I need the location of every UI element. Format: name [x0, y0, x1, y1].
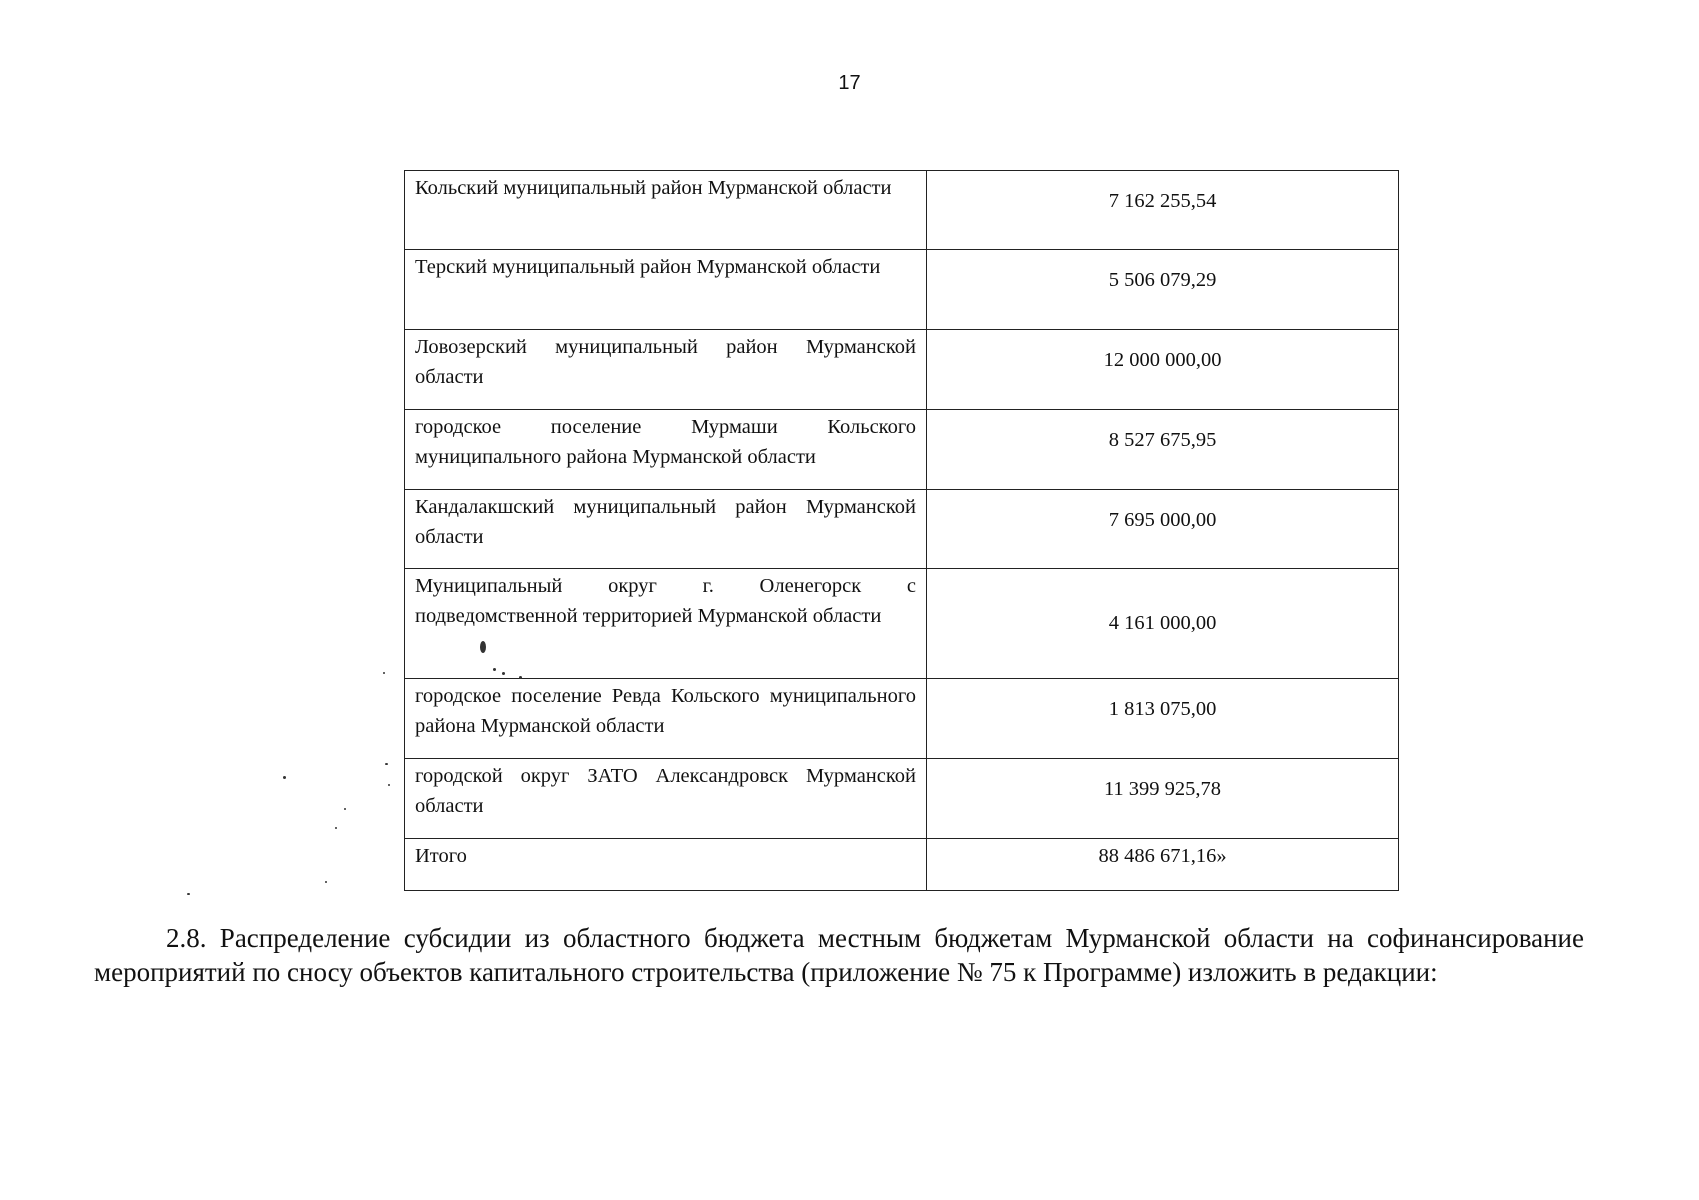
- scan-speck: [335, 827, 337, 829]
- scan-speck: [383, 672, 385, 674]
- table-row: [405, 569, 1399, 679]
- municipality-name: городское поселение Мурмаши Кольского муниципального района Мурманской области: [405, 410, 927, 490]
- scan-speck: [493, 668, 496, 671]
- paragraph-2-8: 2.8. Распределение субсидии из областного бюджета местным бюджетам Мурманской области на софинансирование мероприятий по сносу объектов капитального строительства (приложение № 75 к Программе) изложить в редакции:: [94, 923, 1584, 987]
- municipality-name: Ловозерский муниципальный район Мурманской области: [405, 330, 927, 410]
- table-row: [405, 679, 1399, 759]
- table-total-row: [405, 839, 1399, 891]
- scan-speck: [502, 672, 505, 675]
- municipality-name: Кандалакшский муниципальный район Мурманской области: [405, 490, 927, 569]
- scan-speck: [480, 641, 486, 653]
- scan-speck: [325, 881, 327, 883]
- subsidy-amount: 1 813 075,00: [927, 679, 1399, 759]
- subsidy-amount: 5 506 079,29: [927, 250, 1399, 330]
- scan-speck: [388, 784, 390, 786]
- table-row: [405, 490, 1399, 569]
- municipality-name: Терский муниципальный район Мурманской области: [405, 250, 927, 330]
- scan-speck: [187, 893, 190, 895]
- total-amount: 88 486 671,16»: [927, 839, 1399, 891]
- subsidy-amount: 8 527 675,95: [927, 410, 1399, 490]
- scan-speck: [385, 763, 388, 765]
- scan-speck: [283, 776, 286, 779]
- subsidy-amount: 12 000 000,00: [927, 330, 1399, 410]
- page-number: 17: [838, 72, 861, 94]
- distribution-table: [404, 170, 1399, 891]
- table-row: [405, 759, 1399, 839]
- municipality-name: городской округ ЗАТО Александровск Мурманской области: [405, 759, 927, 839]
- subsidy-amount: 4 161 000,00: [927, 569, 1399, 679]
- scan-speck: [519, 676, 522, 679]
- municipality-name: Кольский муниципальный район Мурманской области: [405, 171, 927, 250]
- total-label: Итого: [405, 839, 927, 891]
- scan-speck: [344, 808, 346, 810]
- table-row: [405, 250, 1399, 330]
- municipality-name: Муниципальный округ г. Оленегорск с подведомственной территорией Мурманской области: [405, 569, 927, 679]
- table-row: [405, 330, 1399, 410]
- municipality-name: городское поселение Ревда Кольского муниципального района Мурманской области: [405, 679, 927, 759]
- table-row: [405, 171, 1399, 250]
- subsidy-amount: 11 399 925,78: [927, 759, 1399, 839]
- subsidy-amount: 7 695 000,00: [927, 490, 1399, 569]
- table-row: [405, 410, 1399, 490]
- subsidy-amount: 7 162 255,54: [927, 171, 1399, 250]
